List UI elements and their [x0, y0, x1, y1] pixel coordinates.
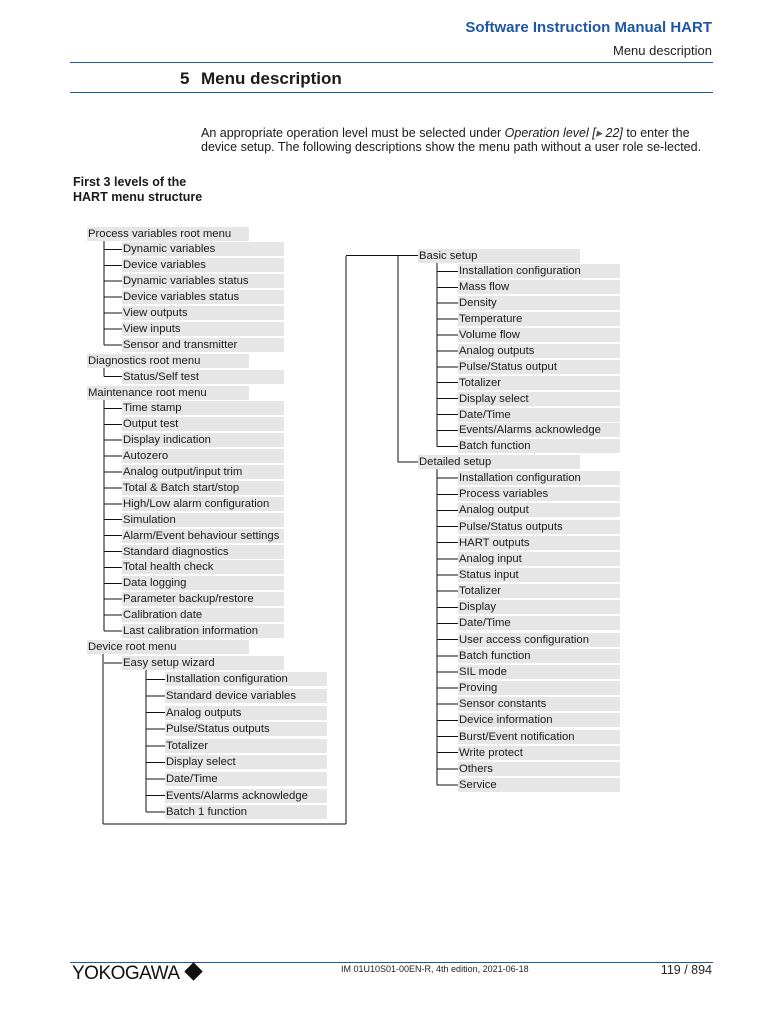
- menu-item-sil-mode: SIL mode: [458, 665, 620, 679]
- menu-item-others: Others: [458, 762, 620, 776]
- menu-item-autozero: Autozero: [122, 449, 284, 463]
- intro-paragraph: An appropriate operation level must be selected under Operation level [▸ 22] to enter the device setup. The following descriptions show the menu path without a user role se-lected.: [201, 126, 702, 154]
- menu-item-installation-configuration: Installation configuration: [458, 264, 620, 278]
- menu-item-batch-1-function: Batch 1 function: [165, 805, 327, 819]
- menu-item-pulse-status-outputs: Pulse/Status outputs: [165, 722, 327, 736]
- menu-item-date-time: Date/Time: [165, 772, 327, 786]
- document-id: IM 01U10S01-00EN-R, 4th edition, 2021-06-18: [341, 964, 529, 974]
- menu-item-high-low-alarm-configuration: High/Low alarm configuration: [122, 497, 284, 511]
- root-menu-maintenance-root-menu: Maintenance root menu: [87, 386, 249, 400]
- diamond-logo-icon: [184, 962, 202, 980]
- menu-item-totalizer: Totalizer: [165, 739, 327, 753]
- menu-item-user-access-configuration: User access configuration: [458, 633, 620, 647]
- menu-item-device-variables: Device variables: [122, 258, 284, 272]
- menu-item-hart-outputs: HART outputs: [458, 536, 620, 550]
- menu-item-easy-setup-wizard: Easy setup wizard: [122, 656, 284, 670]
- root-menu-diagnostics-root-menu: Diagnostics root menu: [87, 354, 249, 368]
- section-title: Menu description: [201, 69, 342, 88]
- page-ref-arrow-icon: ▸: [595, 126, 602, 140]
- menu-item-output-test: Output test: [122, 417, 284, 431]
- menu-item-density: Density: [458, 296, 620, 310]
- menu-item-events-alarms-acknowledge: Events/Alarms acknowledge: [458, 423, 620, 437]
- menu-item-analog-output-input-trim: Analog output/input trim: [122, 465, 284, 479]
- menu-item-batch-function: Batch function: [458, 439, 620, 453]
- menu-item-status-self-test: Status/Self test: [122, 370, 284, 384]
- menu-item-batch-function: Batch function: [458, 649, 620, 663]
- menu-item-last-calibration-information: Last calibration information: [122, 624, 284, 638]
- menu-item-alarm-event-behaviour-settings: Alarm/Event behaviour settings: [122, 529, 284, 543]
- menu-item-installation-configuration: Installation configuration: [165, 672, 327, 686]
- menu-item-standard-diagnostics: Standard diagnostics: [122, 545, 284, 559]
- chapter-subtitle: Menu description: [613, 43, 712, 58]
- section-number: 5: [180, 69, 190, 88]
- menu-item-installation-configuration: Installation configuration: [458, 471, 620, 485]
- menu-item-parameter-backup-restore: Parameter backup/restore: [122, 592, 284, 606]
- menu-item-device-variables-status: Device variables status: [122, 290, 284, 304]
- menu-item-dynamic-variables-status: Dynamic variables status: [122, 274, 284, 288]
- menu-item-burst-event-notification: Burst/Event notification: [458, 730, 620, 744]
- menu-item-pulse-status-outputs: Pulse/Status outputs: [458, 520, 620, 534]
- menu-item-totalizer: Totalizer: [458, 584, 620, 598]
- root-menu-device: Device root menu: [87, 640, 249, 654]
- menu-item-display-indication: Display indication: [122, 433, 284, 447]
- menu-item-view-outputs: View outputs: [122, 306, 284, 320]
- menu-item-detailed-setup: Detailed setup: [418, 455, 580, 469]
- yokogawa-logo: YOKOGAWA: [72, 963, 200, 985]
- menu-item-dynamic-variables: Dynamic variables: [122, 242, 284, 256]
- menu-item-time-stamp: Time stamp: [122, 401, 284, 415]
- menu-item-temperature: Temperature: [458, 312, 620, 326]
- menu-item-basic-setup: Basic setup: [418, 249, 580, 263]
- operation-level-link[interactable]: Operation level [▸ 22]: [504, 126, 623, 140]
- menu-item-volume-flow: Volume flow: [458, 328, 620, 342]
- menu-item-date-time: Date/Time: [458, 616, 620, 630]
- menu-item-sensor-and-transmitter: Sensor and transmitter: [122, 338, 284, 352]
- menu-item-display: Display: [458, 600, 620, 614]
- menu-item-date-time: Date/Time: [458, 408, 620, 422]
- menu-item-calibration-date: Calibration date: [122, 608, 284, 622]
- menu-item-simulation: Simulation: [122, 513, 284, 527]
- menu-item-standard-device-variables: Standard device variables: [165, 689, 327, 703]
- menu-item-analog-input: Analog input: [458, 552, 620, 566]
- side-heading: First 3 levels of the HART menu structure: [73, 175, 203, 204]
- menu-item-service: Service: [458, 778, 620, 792]
- menu-item-total-batch-start-stop: Total & Batch start/stop: [122, 481, 284, 495]
- manual-title: Software Instruction Manual HART: [465, 19, 712, 36]
- menu-item-write-protect: Write protect: [458, 746, 620, 760]
- menu-item-status-input: Status input: [458, 568, 620, 582]
- menu-item-analog-output: Analog output: [458, 503, 620, 517]
- menu-item-display-select: Display select: [165, 755, 327, 769]
- root-menu-process-variables-root-menu: Process variables root menu: [87, 227, 249, 241]
- menu-item-mass-flow: Mass flow: [458, 280, 620, 294]
- menu-item-display-select: Display select: [458, 392, 620, 406]
- menu-item-proving: Proving: [458, 681, 620, 695]
- menu-item-sensor-constants: Sensor constants: [458, 697, 620, 711]
- menu-item-device-information: Device information: [458, 713, 620, 727]
- menu-item-data-logging: Data logging: [122, 576, 284, 590]
- menu-item-analog-outputs: Analog outputs: [165, 706, 327, 720]
- menu-item-view-inputs: View inputs: [122, 322, 284, 336]
- menu-item-totalizer: Totalizer: [458, 376, 620, 390]
- menu-item-pulse-status-output: Pulse/Status output: [458, 360, 620, 374]
- menu-item-events-alarms-acknowledge: Events/Alarms acknowledge: [165, 789, 327, 803]
- menu-item-total-health-check: Total health check: [122, 560, 284, 574]
- page-number: 119 / 894: [660, 963, 712, 977]
- menu-item-process-variables: Process variables: [458, 487, 620, 501]
- menu-item-analog-outputs: Analog outputs: [458, 344, 620, 358]
